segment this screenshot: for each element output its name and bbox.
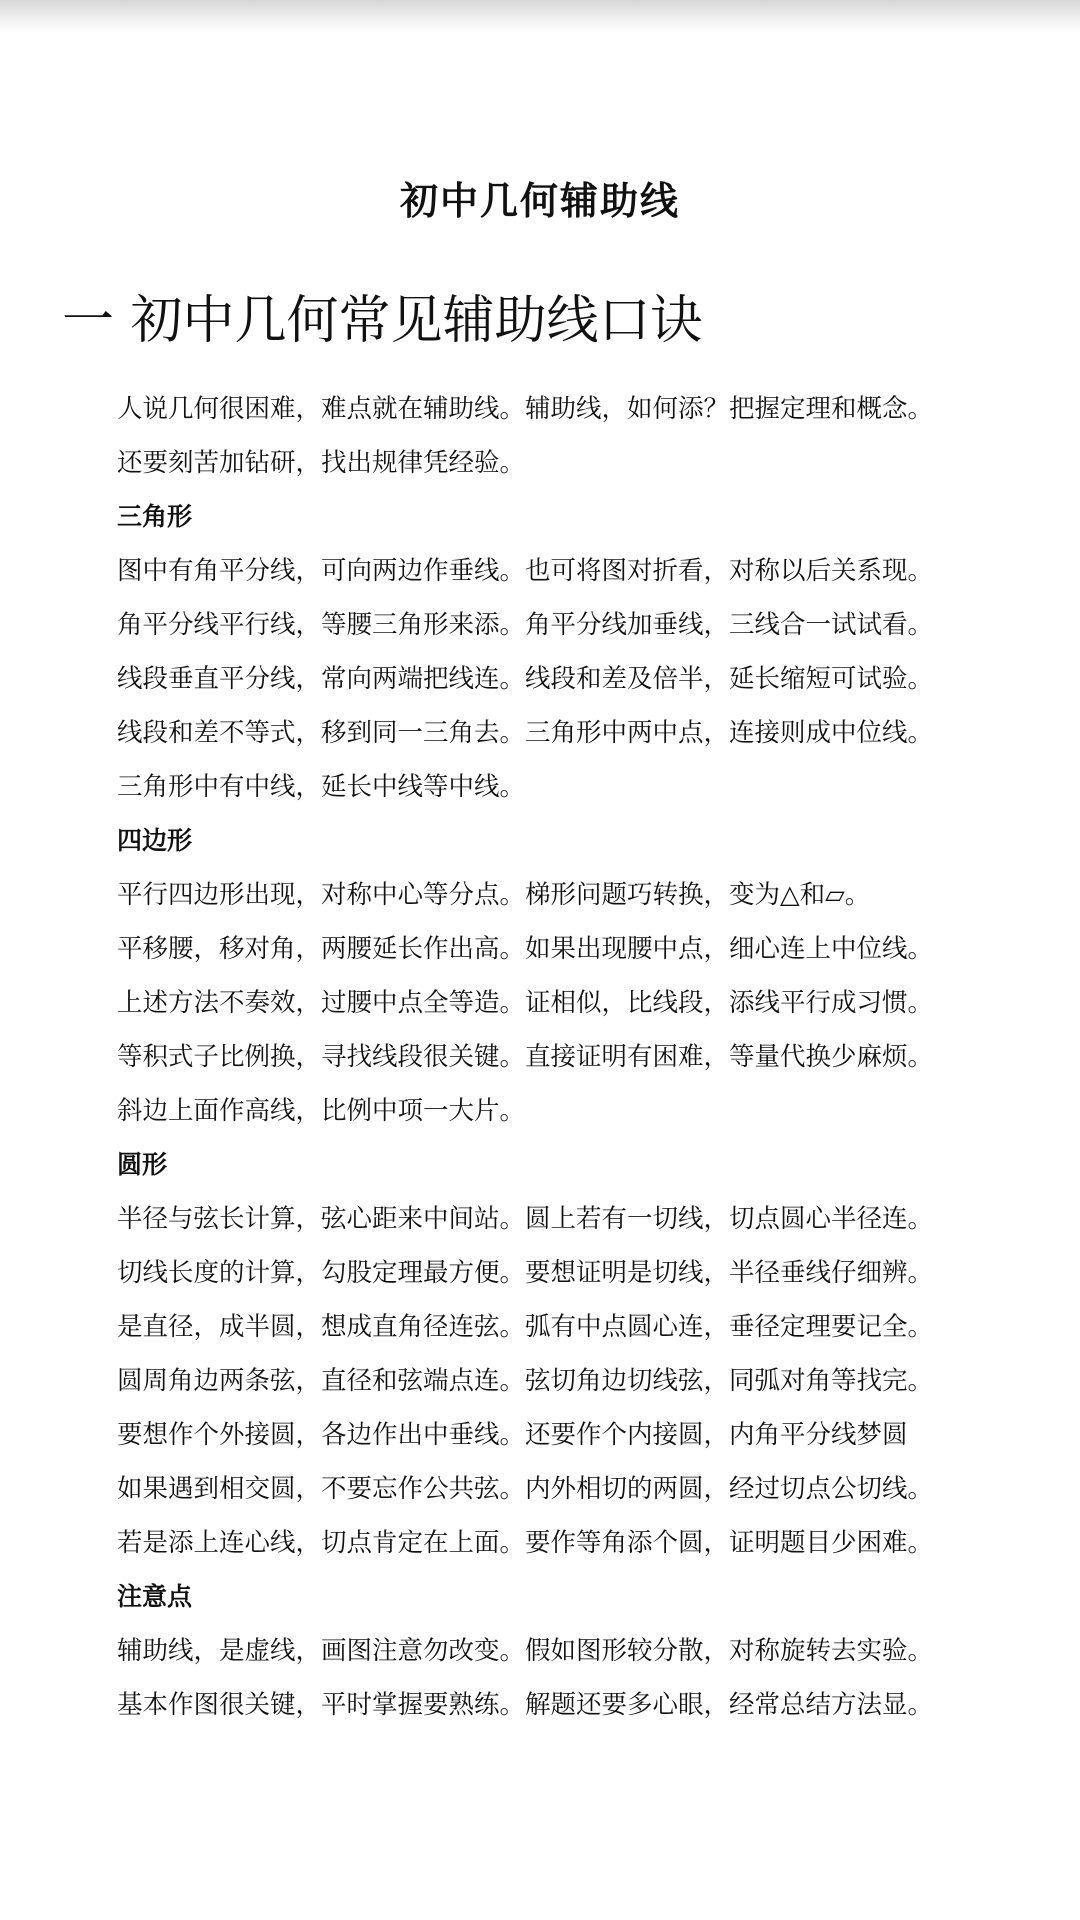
text-line: 若是添上连心线，切点肯定在上面。要作等角添个圆，证明题目少困难。 [117, 1528, 934, 1558]
text-line: 上述方法不奏效，过腰中点全等造。证相似，比线段，添线平行成习惯。 [117, 988, 934, 1018]
subheading-notes: 注意点 [117, 1582, 193, 1611]
subheading-triangle: 三角形 [117, 502, 193, 531]
text-line: 基本作图很关键，平时掌握要熟练。解题还要多心眼，经常总结方法显。 [117, 1690, 934, 1720]
text-line: 还要刻苦加钻研，找出规律凭经验。 [117, 448, 526, 478]
text-line: 切线长度的计算，勾股定理最方便。要想证明是切线，半径垂线仔细辨。 [117, 1258, 934, 1288]
text-line: 三角形中有中线，延长中线等中线。 [117, 772, 526, 802]
text-line: 半径与弦长计算，弦心距来中间站。圆上若有一切线，切点圆心半径连。 [117, 1204, 934, 1234]
text-line: 人说几何很困难，难点就在辅助线。辅助线，如何添？把握定理和概念。 [117, 394, 934, 424]
subheading-circle: 圆形 [117, 1150, 168, 1179]
quadrilateral-section [117, 814, 1017, 1138]
page-title: 初中几何辅助线 [399, 179, 680, 223]
text-line: 线段垂直平分线，常向两端把线连。线段和差及倍半，延长缩短可试验。 [117, 664, 934, 694]
notes-section [117, 1570, 1017, 1732]
text-line: 斜边上面作高线，比例中项一大片。 [117, 1096, 526, 1126]
text-line: 图中有角平分线，可向两边作垂线。也可将图对折看，对称以后关系现。 [117, 556, 934, 586]
text-line: 线段和差不等式，移到同一三角去。三角形中两中点，连接则成中位线。 [117, 718, 934, 748]
intro-paragraph [117, 382, 1017, 490]
text-line: 辅助线，是虚线，画图注意勿改变。假如图形较分散，对称旋转去实验。 [117, 1636, 934, 1666]
text-line: 如果遇到相交圆，不要忘作公共弦。内外相切的两圆，经过切点公切线。 [117, 1474, 934, 1504]
triangle-section [117, 490, 1017, 814]
top-shade [0, 0, 1080, 34]
document-body [117, 382, 1017, 1732]
text-line: 是直径，成半圆，想成直角径连弦。弧有中点圆心连，垂径定理要记全。 [117, 1312, 934, 1342]
text-line: 等积式子比例换，寻找线段很关键。直接证明有困难，等量代换少麻烦。 [117, 1042, 934, 1072]
section-heading: 一 初中几何常见辅助线口诀 [62, 291, 703, 351]
subheading-quadrilateral: 四边形 [117, 826, 193, 855]
text-line: 圆周角边两条弦，直径和弦端点连。弦切角边切线弦，同弧对角等找完。 [117, 1366, 934, 1396]
text-line: 要想作个外接圆，各边作出中垂线。还要作个内接圆，内角平分线梦圆 [117, 1420, 908, 1450]
text-line: 平行四边形出现，对称中心等分点。梯形问题巧转换，变为△和▱。 [117, 880, 871, 910]
text-line: 角平分线平行线，等腰三角形来添。角平分线加垂线，三线合一试试看。 [117, 610, 934, 640]
circle-section [117, 1138, 1017, 1570]
text-line: 平移腰，移对角，两腰延长作出高。如果出现腰中点，细心连上中位线。 [117, 934, 934, 964]
